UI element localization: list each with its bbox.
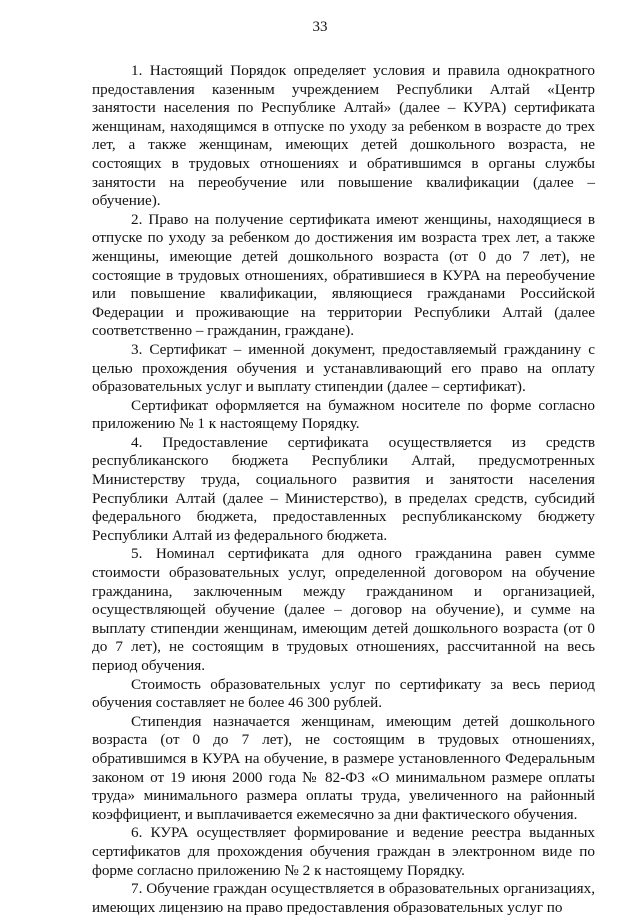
paragraph-6-registry: 6. КУРА осуществляет формирование и ведение реестра выданных сертификатов для прохождения обучения граждан в электронном виде по форме согласно приложению № 2 к настоящему Порядку. — [92, 824, 595, 879]
paragraph-2-eligibility: 2. Право на получение сертификата имеют женщины, находящиеся в отпуске по уходу за ребенком до достижения им возраста трех лет, а также женщины, имеющие детей дошкольного возраста (от 0 до 7 лет), не состоящие в трудовых отношениях, обратившиеся в КУРА на переобучение или повышение квалификации, являющиеся гражданами Российской Федерации и проживающие на территории Республики Алтай (далее соответственно – гражданин, граждане). — [92, 210, 595, 340]
paragraph-7-training: 7. Обучение граждан осуществляется в образовательных организациях, имеющих лицензию на право предоставления образовательных услуг по — [92, 880, 595, 916]
paragraph-5-nominal-value: 5. Номинал сертификата для одного гражданина равен сумме стоимости образовательных услуг, определенной договором на обучение гражданина, заключенным между гражданином и организацией, осуществляющей обучение (далее – договор на обучение), и сумме на выплату стипендии женщинам, имеющим детей дошкольного возраста (от 0 до 7 лет), не состоящим в трудовых отношениях, рассчитанной на весь период обучения. — [92, 545, 595, 674]
paragraph-1-conditions: 1. Настоящий Порядок определяет условия и правила однократного предоставления казенным учреждением Республики Алтай «Центр занятости населения по Республике Алтай» (далее – КУРА) сертификата женщинам, находящимся в отпуске по уходу за ребенком в возрасте до трех лет, а также женщинам, имеющих детей дошкольного возраста, не состоящих в трудовых отношениях и обратившимся в органы службы занятости на переобучение или повышение квалификации (далее – обучение). — [92, 62, 595, 210]
paragraph-certificate-form: Сертификат оформляется на бумажном носителе по форме согласно приложению № 1 к настоящему Порядку. — [92, 396, 595, 433]
document-body — [92, 62, 595, 917]
paragraph-4-funding: 4. Предоставление сертификата осуществляется из средств республиканского бюджета Республики Алтай, предусмотренных Министерству труда, социального развития и занятости населения Республики Алтай (далее – Министерство), в пределах средств, субсидий федерального бюджета, предоставленных республиканскому бюджету Республики Алтай из федерального бюджета. — [92, 433, 595, 544]
page-number: 33 — [312, 19, 328, 35]
paragraph-service-cost: Стоимость образовательных услуг по сертификату за весь период обучения составляет не более 46 300 рублей. — [92, 675, 595, 712]
paragraph-3-certificate-definition: 3. Сертификат – именной документ, предоставляемый гражданину с целью прохождения обучения и устанавливающий его право на оплату образовательных услуг и выплату стипендии (далее – сертификат). — [92, 340, 595, 396]
paragraph-stipend: Стипендия назначается женщинам, имеющим детей дошкольного возраста (от 0 до 7 лет), не состоящим в трудовых отношениях, обратившимся в КУРА на обучение, в размере установленного Федеральным законом от 19 июня 2000 года № 82-ФЗ «О минимальном размере оплаты труда» минимального размера оплаты труда, увеличенного на районный коэффициент, и выплачивается ежемесячно за дни фактического обучения. — [92, 712, 595, 823]
